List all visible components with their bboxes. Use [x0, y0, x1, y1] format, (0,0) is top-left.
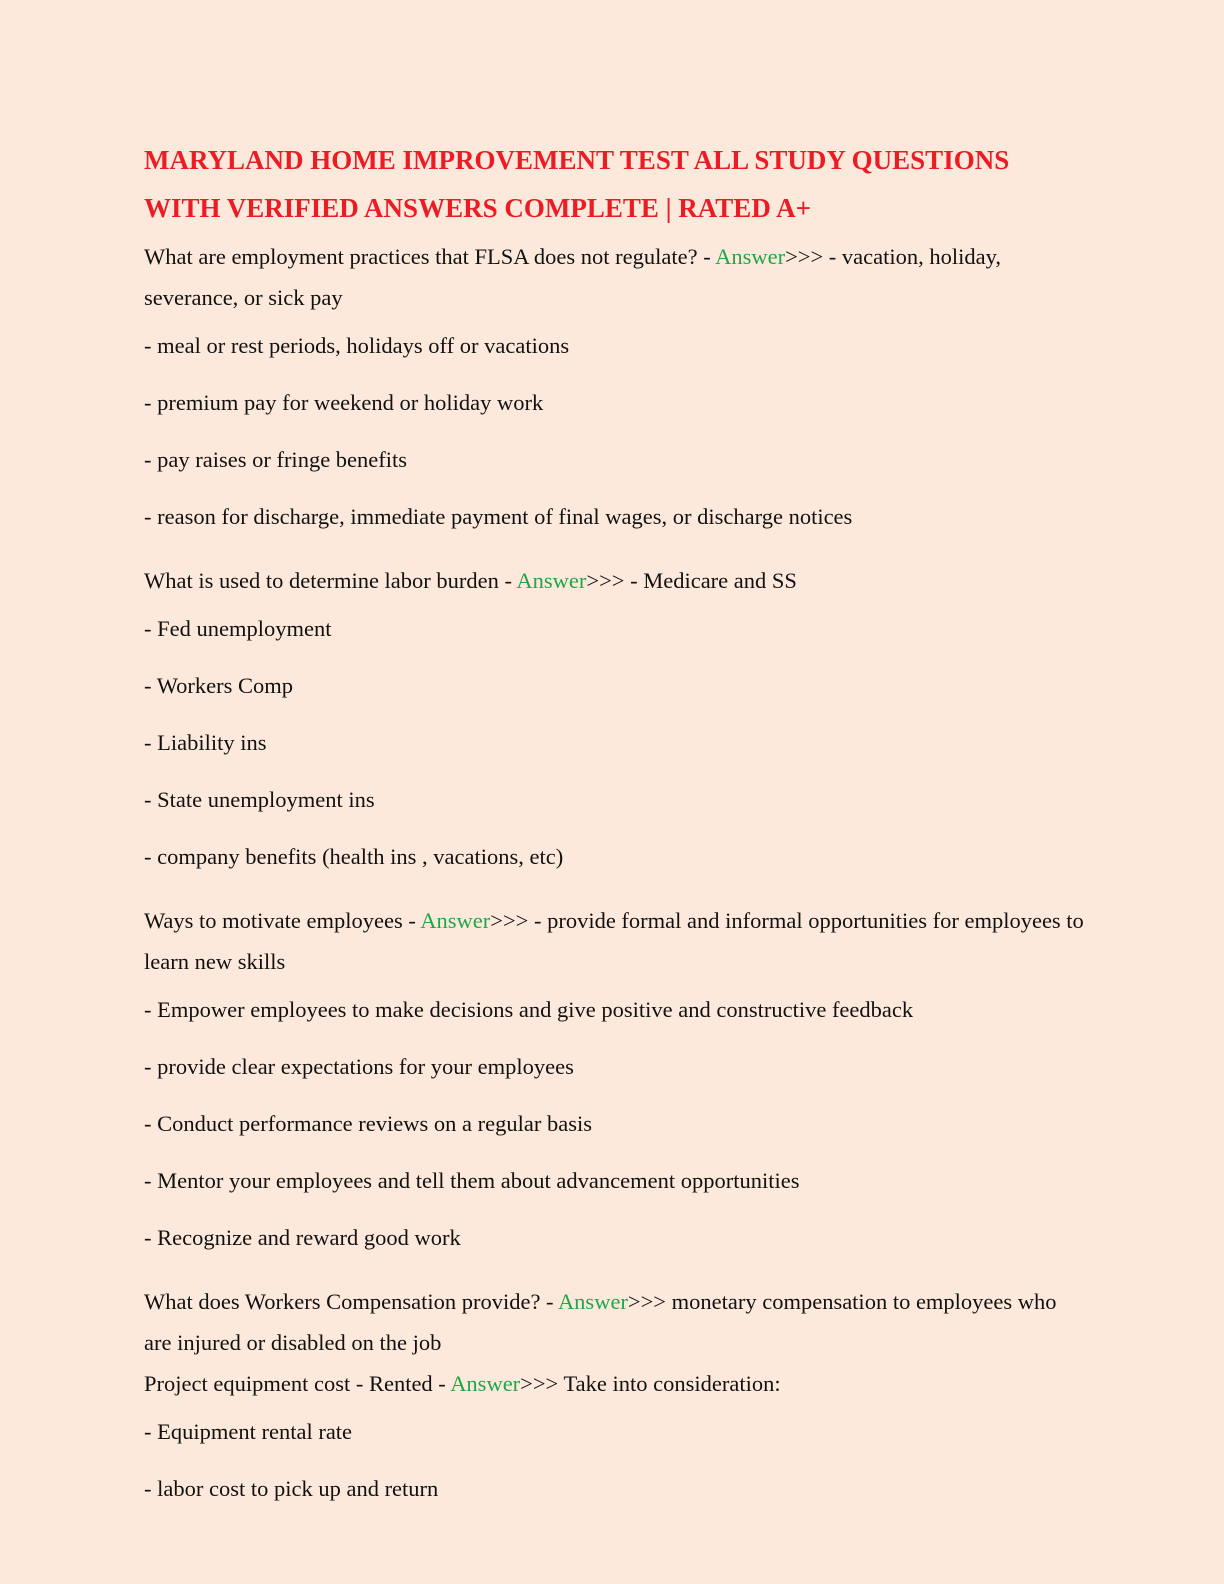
question-text: Ways to motivate employees - [144, 908, 421, 933]
qa-paragraph [144, 1363, 1084, 1404]
bullet-line: - labor cost to pick up and return [144, 1476, 439, 1501]
bullet-line: - Mentor your employees and tell them about advancement opportunities [144, 1168, 800, 1193]
answer-label: Answer [557, 1289, 628, 1314]
bullet-line: - Workers Comp [144, 673, 294, 698]
answer-text: - provide formal and informal opportunities for employees to learn new skills [144, 908, 1084, 974]
question-text: Project equipment cost - Rented - [144, 1371, 451, 1396]
answer-text: - Medicare and SS [624, 568, 797, 593]
answer-text: Take into consideration: [558, 1371, 781, 1396]
bullet-line: - Recognize and reward good work [144, 1225, 461, 1250]
answer-text: monetary compensation to employees who are injured or disabled on the job [144, 1289, 1057, 1355]
qa-paragraph [144, 1281, 1084, 1363]
answer-marker: >>> [627, 1289, 666, 1314]
question-text: What is used to determine labor burden - [144, 568, 517, 593]
answer-label: Answer [715, 244, 786, 269]
bullet-line: - Empower employees to make decisions and give positive and constructive feedback [144, 997, 914, 1022]
question-text: What does Workers Compensation provide? - [144, 1289, 558, 1314]
bullet-line: - provide clear expectations for your employees [144, 1054, 574, 1079]
qa-paragraph [144, 560, 1084, 601]
answer-label: Answer [420, 908, 491, 933]
qa-paragraph [144, 900, 1084, 982]
qa-paragraph [144, 236, 1084, 318]
bullet-line: - premium pay for weekend or holiday work [144, 390, 544, 415]
document-page [144, 136, 1084, 1532]
answer-text: - vacation, holiday, severance, or sick pay [144, 244, 1001, 310]
answer-marker: >>> [586, 568, 625, 593]
bullet-line: - Equipment rental rate [144, 1419, 353, 1444]
answer-label: Answer [516, 568, 587, 593]
answer-label: Answer [450, 1371, 521, 1396]
bullet-line: - reason for discharge, immediate payment of final wages, or discharge notices [144, 504, 853, 529]
question-text: What are employment practices that FLSA does not regulate? - [144, 244, 716, 269]
bullet-line: - meal or rest periods, holidays off or vacations [144, 333, 570, 358]
bullet-line: - pay raises or fringe benefits [144, 447, 408, 472]
bullet-line: - State unemployment ins [144, 787, 375, 812]
bullet-line: - Liability ins [144, 730, 267, 755]
bullet-line: - company benefits (health ins , vacations, etc) [144, 844, 564, 869]
bullet-line: - Conduct performance reviews on a regular basis [144, 1111, 592, 1136]
answer-marker: >>> [520, 1371, 559, 1396]
answer-marker: >>> [490, 908, 529, 933]
answer-marker: >>> [785, 244, 824, 269]
document-title: MARYLAND HOME IMPROVEMENT TEST ALL STUDY QUESTIONS WITH VERIFIED ANSWERS COMPLETE | RATED A+ [144, 145, 1010, 223]
bullet-line: - Fed unemployment [144, 616, 332, 641]
